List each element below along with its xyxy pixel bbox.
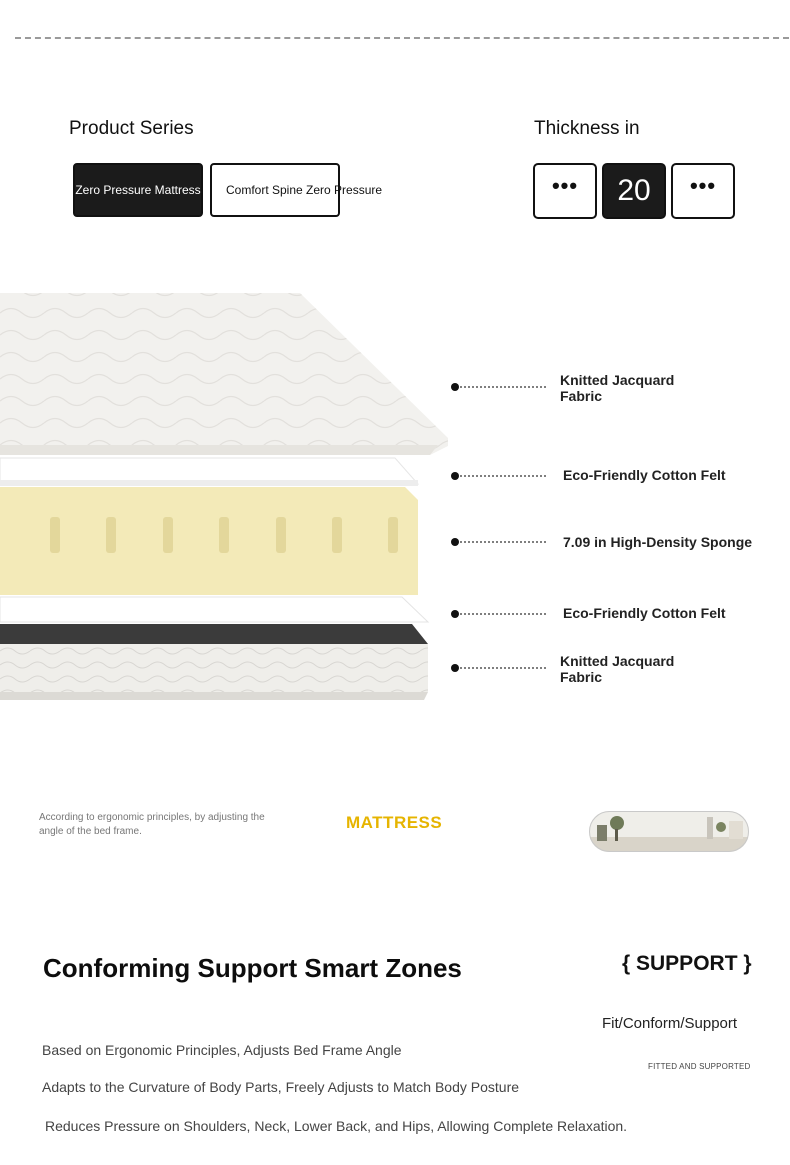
layer-label-line: Fabric (560, 388, 603, 404)
thickness-option-more-left[interactable] (533, 163, 597, 219)
layer-label-sponge (563, 534, 752, 550)
layer-label-line: Eco-Friendly Cotton Felt (563, 467, 726, 483)
thickness-option-20[interactable] (602, 163, 666, 219)
thickness-option-more-right[interactable] (671, 163, 735, 219)
series-option-label: Zero Pressure Mattress (75, 183, 201, 197)
thickness-value: 20 (617, 174, 651, 207)
fitted-and-supported: FITTED AND SUPPORTED (648, 1062, 751, 1071)
more-icon: ••• (551, 173, 579, 198)
mattress-layers-illustration (0, 280, 460, 730)
fit-conform-support: Fit/Conform/Support (602, 1015, 738, 1032)
series-option-label: Comfort Spine Zero Pressure (226, 183, 383, 197)
layer-callout-leaders (448, 378, 558, 678)
series-option-comfort-spine[interactable] (210, 163, 383, 217)
layer-label-line: 7.09 in High-Density Sponge (563, 534, 753, 550)
bedroom-thumbnail-image (589, 811, 749, 852)
layer-label-line: Knitted Jacquard (560, 372, 675, 388)
ergonomic-note-line: angle of the bed frame. (39, 826, 142, 837)
series-option-zero-pressure[interactable] (73, 163, 203, 217)
benefit-item: Reduces Pressure on Shoulders, Neck, Lower Back, and Hips, Allowing Complete Relaxation. (45, 1118, 628, 1134)
layer-label-cotton-felt-top (563, 467, 726, 483)
ergonomic-note (39, 811, 265, 839)
ergonomic-note-line: According to ergonomic principles, by adjusting the (39, 812, 265, 823)
layer-label-line: Eco-Friendly Cotton Felt (563, 605, 726, 621)
support-tag: { SUPPORT } (622, 952, 752, 975)
layer-label-line: Knitted Jacquard (560, 653, 675, 669)
top-divider (15, 37, 789, 39)
benefit-item: Adapts to the Curvature of Body Parts, Freely Adjusts to Match Body Posture (42, 1079, 520, 1095)
layer-label-top-fabric (560, 372, 674, 404)
support-heading: Conforming Support Smart Zones (43, 953, 462, 983)
product-series-label: Product Series (69, 118, 194, 139)
more-icon: ••• (689, 173, 717, 198)
layer-label-line: Fabric (560, 669, 603, 685)
mattress-word: MATTRESS (346, 813, 443, 832)
thickness-label: Thickness in (534, 118, 640, 139)
layer-label-bottom-fabric (560, 653, 674, 685)
layer-label-cotton-felt-bottom (563, 605, 726, 621)
benefit-item: Based on Ergonomic Principles, Adjusts Bed Frame Angle (42, 1042, 402, 1058)
